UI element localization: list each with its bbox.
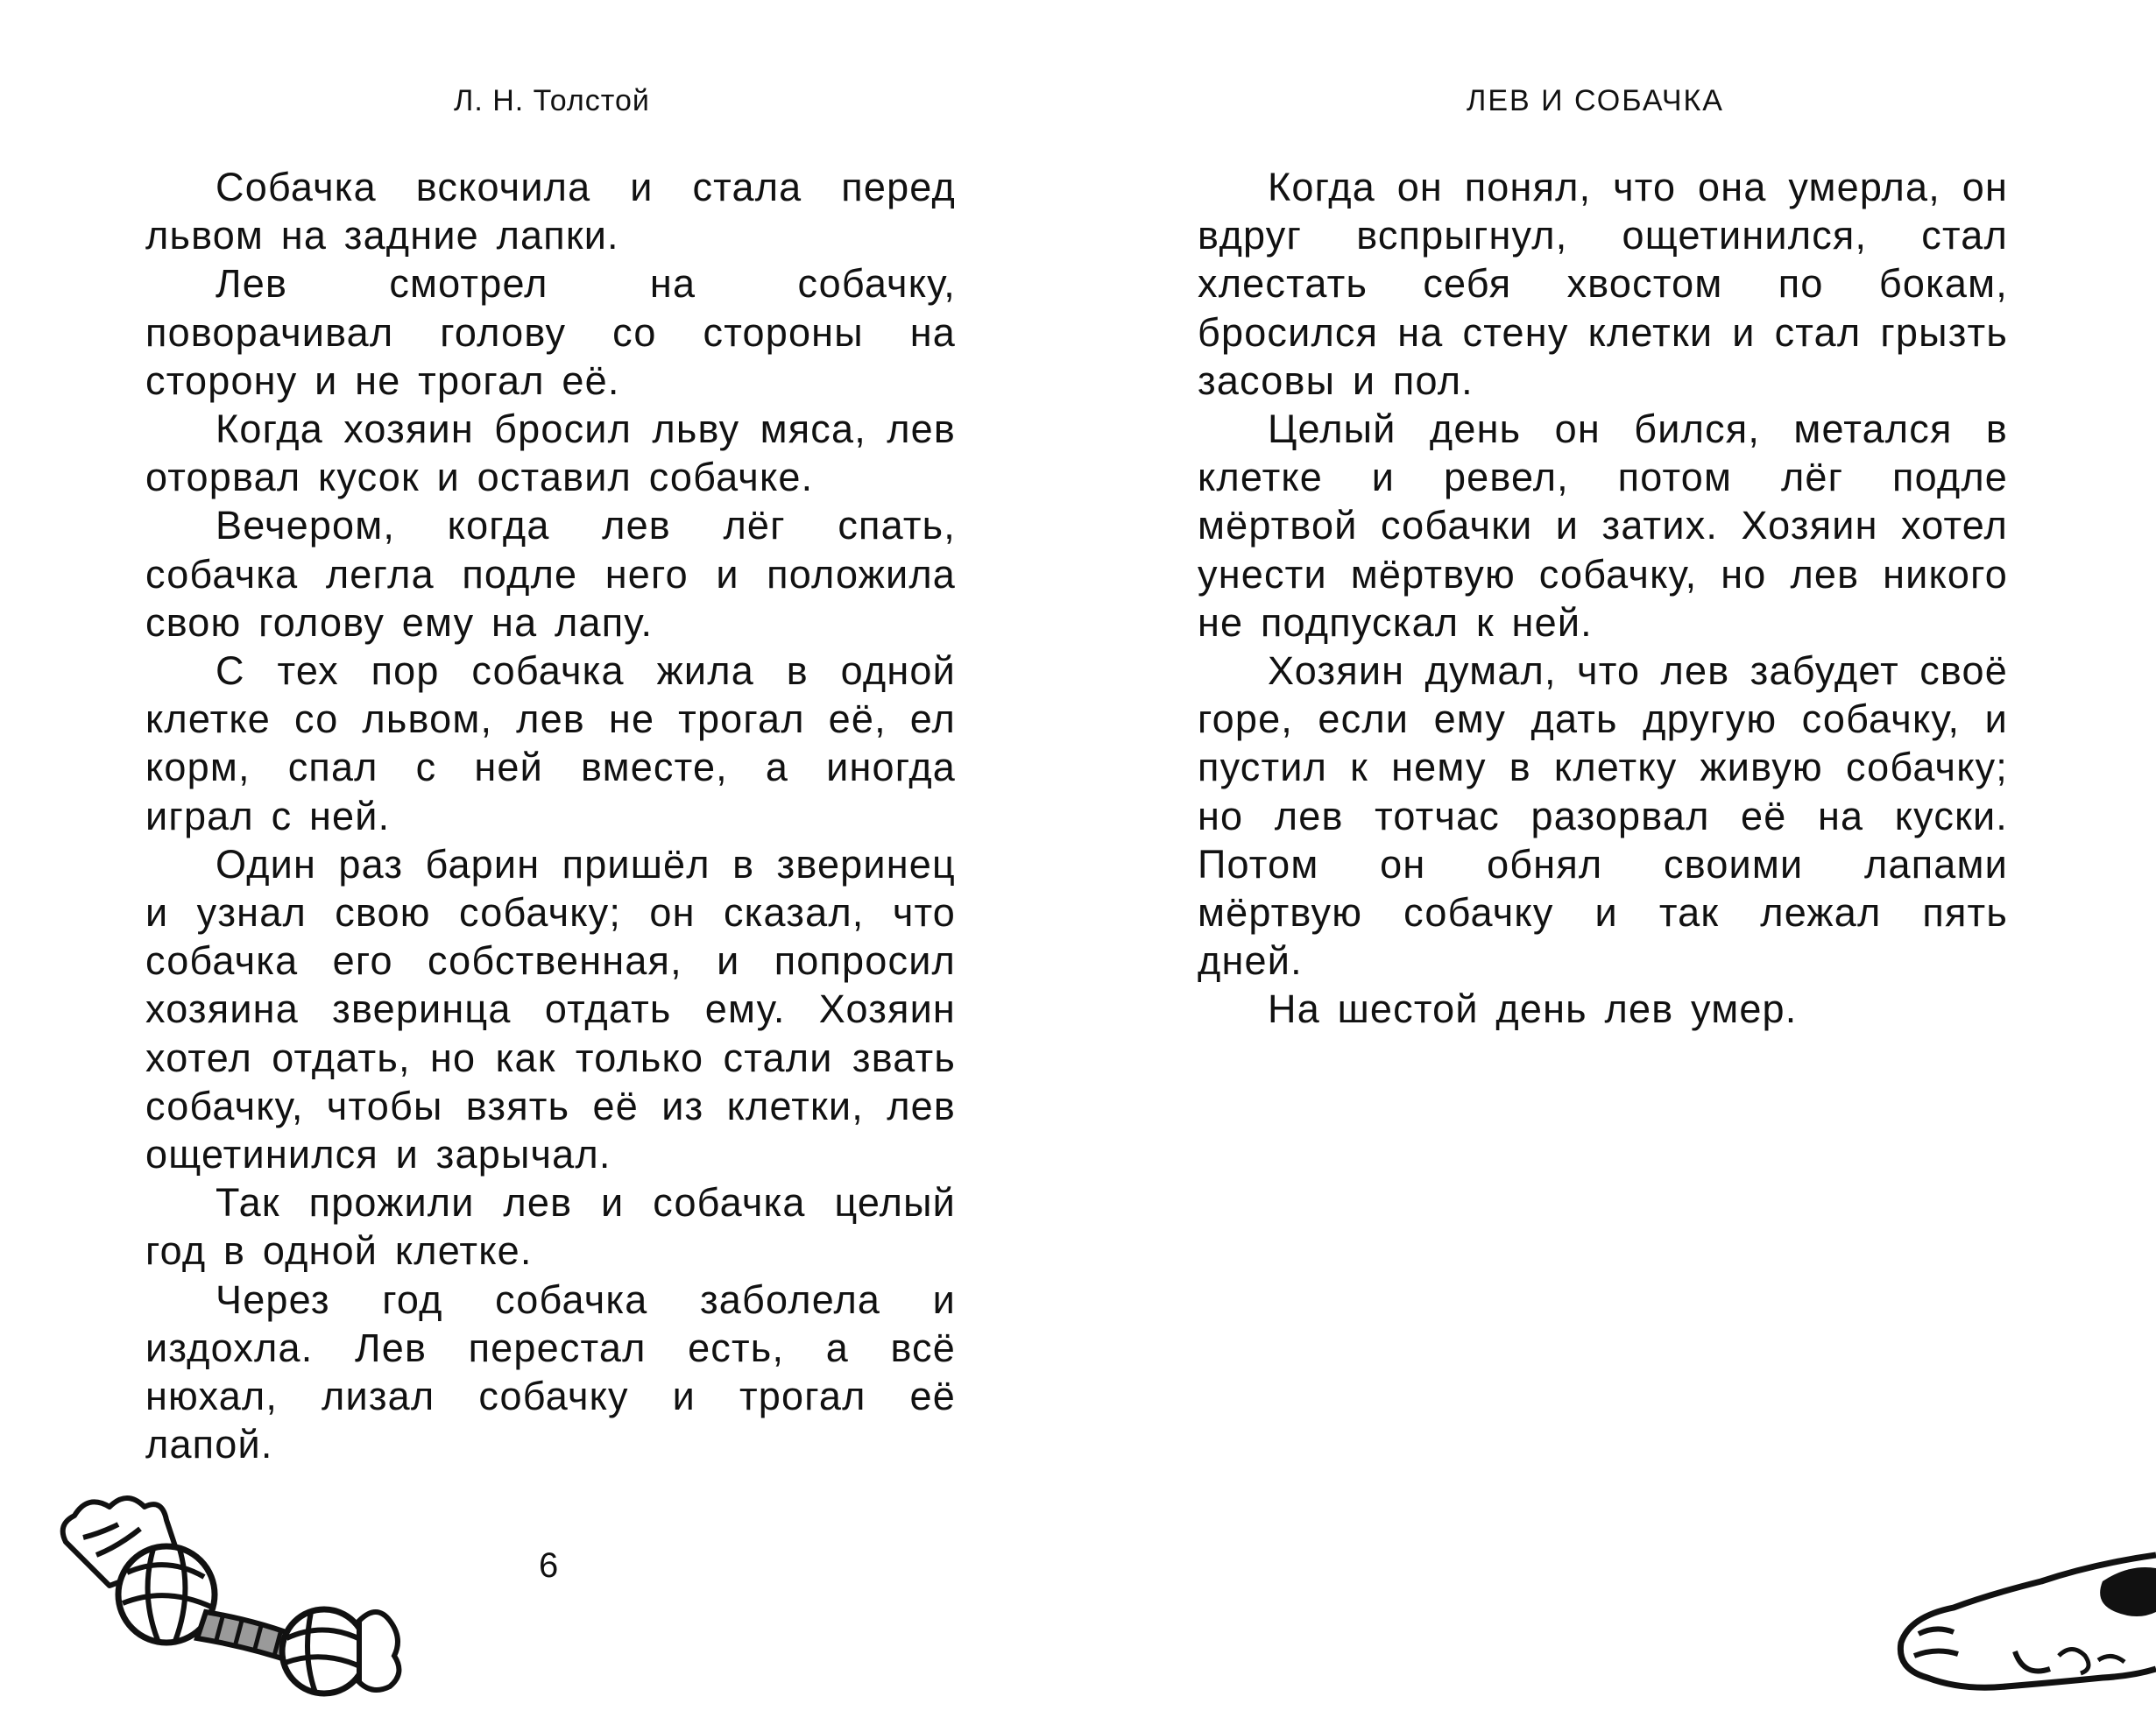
running-head-author: Л. Н. Толстой <box>454 84 650 117</box>
paragraph: Собачка вскочила и стала перед львом на задние лапки. <box>145 165 956 258</box>
paragraph: Лев смотрел на собачку, поворачивал голову со стороны на сторону и не трогал её. <box>145 261 956 403</box>
paragraph: С тех пор собачка жила в одной клетке со львом, лев не трогал её, ел корм, спал с ней вместе, а иногда играл с ней. <box>145 648 956 838</box>
paragraph: Когда он понял, что она умерла, он вдруг вспрыгнул, ощетинился, стал хлестать себя хвостом по бокам, бросился на стену клетки и стал грызть засовы и пол. <box>1198 165 2008 403</box>
paragraph: Один раз барин пришёл в зверинец и узнал свою собачку; он сказал, что собачка его собственная, и попросил хозяина зверинца отдать ему. Хозяин хотел отдать, но как только стали звать собачку, чтобы взять её из клетки, лев ощетинился и зарычал. <box>145 841 956 1177</box>
paragraph: На шестой день лев умер. <box>1268 986 1798 1032</box>
paragraph: Через год собачка заболела и издохла. Лев перестал есть, а всё нюхал, лизал собачку и трогал её лапой. <box>145 1276 956 1467</box>
page-number: 6 <box>539 1546 559 1585</box>
rope-toy-icon <box>48 1489 407 1700</box>
paragraph: Так прожили лев и собачка целый год в одной клетке. <box>145 1180 956 1274</box>
paragraph: Вечером, когда лев лёг спать, собачка легла подле него и положила свою голову ему на лапу. <box>145 503 956 645</box>
paragraph: Когда хозяин бросил льву мяса, лев оторвал кусок и оставил собачке. <box>145 407 956 500</box>
paragraph: Хозяин думал, что лев забудет своё горе, если ему дать другую собачку, и пустил к нему в клетку живую собачку; но лев тотчас разорвал её на куски. Потом он обнял своими лапами мёртвую собачку и так лежал пять дней. <box>1198 648 2008 984</box>
right-page <box>1078 0 2156 1725</box>
paragraph: Целый день он бился, метался в клетке и ревел, потом лёг подле мёртвой собачки и затих. Хозяин хотел унести мёртвую собачку, но лев никого не подпускал к ней. <box>1198 407 2008 645</box>
right-text-block <box>1198 163 2008 1034</box>
paw-icon <box>1884 1529 2156 1704</box>
left-text-block <box>145 163 956 1468</box>
running-head-title: ЛЕВ И СОБАЧКА <box>1467 84 1724 117</box>
